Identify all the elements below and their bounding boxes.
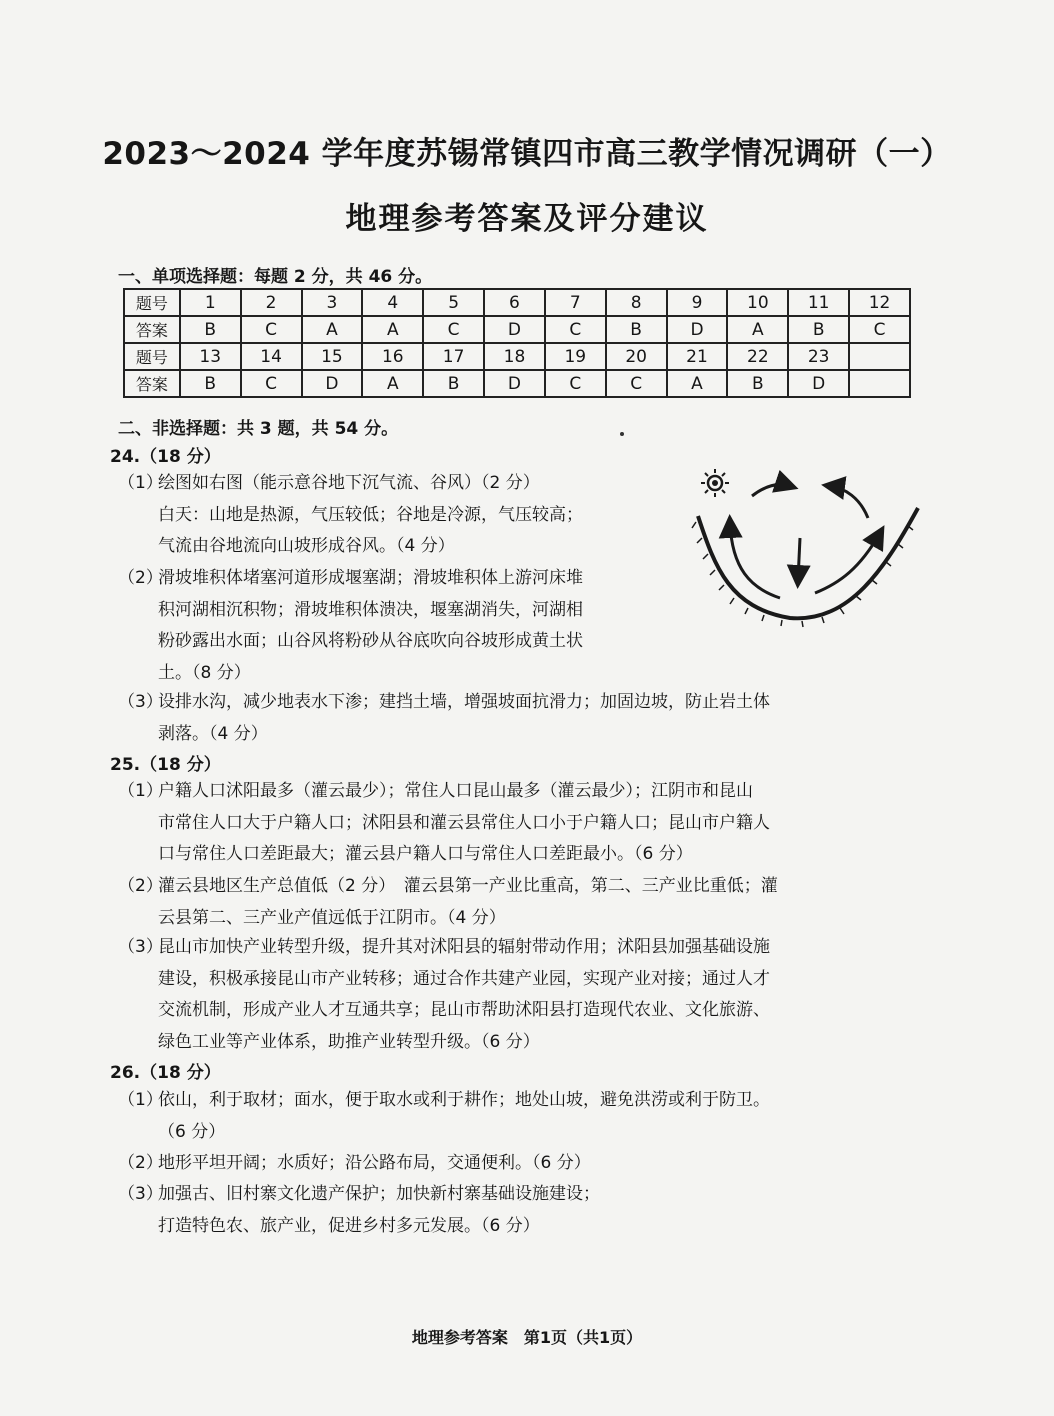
answer-table-cell: C [241, 370, 302, 397]
q24-part1-line2: 白天：山地是热源，气压较低；谷地是冷源，气压较高； [158, 504, 583, 525]
valley-wind-diagram [690, 458, 930, 638]
answer-table-cell: 16 [362, 343, 423, 370]
answer-table-cell: 8 [606, 289, 667, 316]
q24-part2-label: （2） [118, 568, 163, 588]
sun-icon [701, 469, 729, 497]
answer-table-cell: 23 [788, 343, 849, 370]
q25-part3-label: （3） [118, 937, 163, 957]
q25-part1-line2: 市常住人口大于户籍人口；沭阳县和灌云县常住人口小于户籍人口；昆山市户籍人 [158, 812, 770, 833]
upslope-wind-right-arrow [815, 533, 880, 593]
answer-table-row [124, 289, 910, 316]
answer-table-cell: 12 [849, 289, 910, 316]
sinking-flow-arrow [798, 538, 800, 580]
answer-table-cell: D [788, 370, 849, 397]
q24-part2 [118, 563, 678, 689]
upper-return-flow-left-arrow [752, 484, 790, 496]
answer-table-cell: 6 [484, 289, 545, 316]
q26-part1-line1: 依山，利于取材；面水，便于取水或利于耕作；地处山坡，避免洪涝或利于防卫。 [158, 1090, 770, 1110]
answer-table-cell: B [180, 370, 241, 397]
answer-table-cell: D [484, 370, 545, 397]
scan-speck [620, 432, 624, 436]
answer-table-cell: 5 [423, 289, 484, 316]
answer-table-row [124, 316, 910, 343]
answer-table-cell: A [302, 316, 363, 343]
q25-part1-label: （1） [118, 781, 163, 801]
q25-part2-line1: 灌云县地区生产总值低（2 分） 灌云县第一产业比重高，第二、三产业比重低；灌 [158, 876, 778, 896]
answer-table-cell: D [302, 370, 363, 397]
page-subtitle: 地理参考答案及评分建议 [345, 201, 709, 237]
answer-table-cell: 1 [180, 289, 241, 316]
answer-table-cell: 15 [302, 343, 363, 370]
q24-part1 [118, 468, 678, 563]
answer-table-cell: B [788, 316, 849, 343]
answer-table-cell: A [362, 316, 423, 343]
q25-part3-line1: 昆山市加快产业转型升级，提升其对沭阳县的辐射带动作用；沭阳县加强基础设施 [158, 937, 770, 957]
answer-table-row-header: 题号 [124, 289, 180, 316]
answer-table-cell: D [484, 316, 545, 343]
answer-table-cell: 3 [302, 289, 363, 316]
answer-table-cell: B [727, 370, 788, 397]
answer-table-cell: A [727, 316, 788, 343]
page-title: 2023～2024 学年度苏锡常镇四市高三教学情况调研（一） [102, 136, 952, 172]
answer-table-cell: 11 [788, 289, 849, 316]
q26-part3-line2: 打造特色农、旅产业，促进乡村多元发展。（6 分） [158, 1215, 540, 1236]
q26-heading: 26.（18 分） [110, 1063, 221, 1083]
q25-part2 [118, 871, 918, 934]
q25-part1-line1: 户籍人口沭阳最多（灌云最少）；常住人口昆山最多（灌云最少）；江阴市和昆山 [158, 781, 753, 801]
wind-arrows [730, 484, 880, 598]
q26-part3-label: （3） [118, 1184, 163, 1204]
q24-part1-line3: 气流由谷地流向山坡形成谷风。（4 分） [158, 536, 455, 556]
q26-part1-line2: （6 分） [158, 1121, 226, 1142]
answer-table [123, 288, 911, 398]
section1-heading: 一、单项选择题：每题 2 分，共 46 分。 [118, 267, 433, 287]
answer-table-cell: B [423, 370, 484, 397]
q25-heading: 25.（18 分） [110, 755, 221, 775]
answer-table-cell: C [423, 316, 484, 343]
answer-table-cell: C [545, 316, 606, 343]
answer-table-cell: 21 [667, 343, 728, 370]
answer-table-cell: 22 [727, 343, 788, 370]
q26-part3-line1: 加强古、旧村寨文化遗产保护；加快新村寨基础设施建设； [158, 1184, 600, 1204]
answer-table-cell: A [667, 370, 728, 397]
answer-table-row [124, 370, 910, 397]
q24-part1-label: （1） [118, 473, 163, 493]
answer-table-cell: C [849, 316, 910, 343]
q26-part2-label: （2） [118, 1153, 163, 1173]
q24-part2-line1: 滑坡堆积体堵塞河道形成堰塞湖；滑坡堆积体上游河床堆 [158, 568, 583, 588]
q24-part2-line4: 土。（8 分） [158, 662, 251, 683]
answer-table-cell: 10 [727, 289, 788, 316]
answer-table-cell [849, 370, 910, 397]
answer-table-row-header: 答案 [124, 316, 180, 343]
answer-table-cell: D [667, 316, 728, 343]
answer-table-cell: C [606, 370, 667, 397]
q26-part2-line1: 地形平坦开阔；水质好；沿公路布局，交通便利。（6 分） [158, 1153, 591, 1173]
q25-part1-line3: 口与常住人口差距最大；灌云县户籍人口与常住人口差距最小。（6 分） [158, 844, 693, 864]
answer-table-cell: B [180, 316, 241, 343]
answer-table-row-header: 题号 [124, 343, 180, 370]
q24-part2-line2: 积河湖相沉积物；滑坡堆积体溃决，堰塞湖消失，河湖相 [158, 599, 583, 620]
answer-table-cell: 20 [606, 343, 667, 370]
answer-table-cell: 14 [241, 343, 302, 370]
q24-part3-line2: 剥落。（4 分） [158, 723, 268, 744]
answer-table-cell: 7 [545, 289, 606, 316]
answer-table-cell: A [362, 370, 423, 397]
answer-table-cell: 17 [423, 343, 484, 370]
q26-part3 [118, 1179, 918, 1242]
q24-heading: 24.（18 分） [110, 447, 221, 467]
q24-part3-line1: 设排水沟，减少地表水下渗；建挡土墙，增强坡面抗滑力；加固边坡，防止岩土体 [158, 692, 770, 712]
q24-part3-label: （3） [118, 692, 163, 712]
q25-part2-label: （2） [118, 876, 163, 896]
upper-return-flow-right-arrow [830, 486, 868, 518]
q24-part2-line3: 粉砂露出水面；山谷风将粉砂从谷底吹向谷坡形成黄土状 [158, 631, 583, 651]
q25-part3-line3: 交流机制，形成产业人才互通共享；昆山市帮助沭阳县打造现代农业、文化旅游、 [158, 1000, 770, 1020]
answer-table-cell: C [545, 370, 606, 397]
answer-table-cell [849, 343, 910, 370]
section2-heading: 二、非选择题：共 3 题，共 54 分。 [118, 419, 399, 439]
answer-table-cell: C [241, 316, 302, 343]
q25-part3-line4: 绿色工业等产业体系，助推产业转型升级。（6 分） [158, 1031, 540, 1052]
answer-table-cell: 9 [667, 289, 728, 316]
q26-part2 [118, 1148, 918, 1180]
answer-table-row [124, 343, 910, 370]
answer-table-cell: 4 [362, 289, 423, 316]
q25-part1 [118, 776, 918, 871]
answer-table-cell: B [606, 316, 667, 343]
q24-part1-line1: 绘图如右图（能示意谷地下沉气流、谷风）（2 分） [158, 473, 540, 493]
page-footer: 地理参考答案 第1页（共1页） [411, 1328, 643, 1347]
upslope-wind-left-arrow [730, 523, 780, 598]
q24-part3 [118, 687, 918, 750]
q26-part1 [118, 1085, 918, 1148]
valley-slope [692, 508, 918, 627]
answer-table-row-header: 答案 [124, 370, 180, 397]
answer-table-cell: 19 [545, 343, 606, 370]
answer-table-cell: 2 [241, 289, 302, 316]
q25-part2-line2: 云县第二、三产业产值远低于江阴市。（4 分） [158, 907, 506, 928]
q26-part1-label: （1） [118, 1090, 163, 1110]
answer-table-cell: 18 [484, 343, 545, 370]
answer-table-cell: 13 [180, 343, 241, 370]
q25-part3 [118, 932, 918, 1058]
q25-part3-line2: 建设，积极承接昆山市产业转移；通过合作共建产业园，实现产业对接；通过人才 [158, 968, 770, 989]
